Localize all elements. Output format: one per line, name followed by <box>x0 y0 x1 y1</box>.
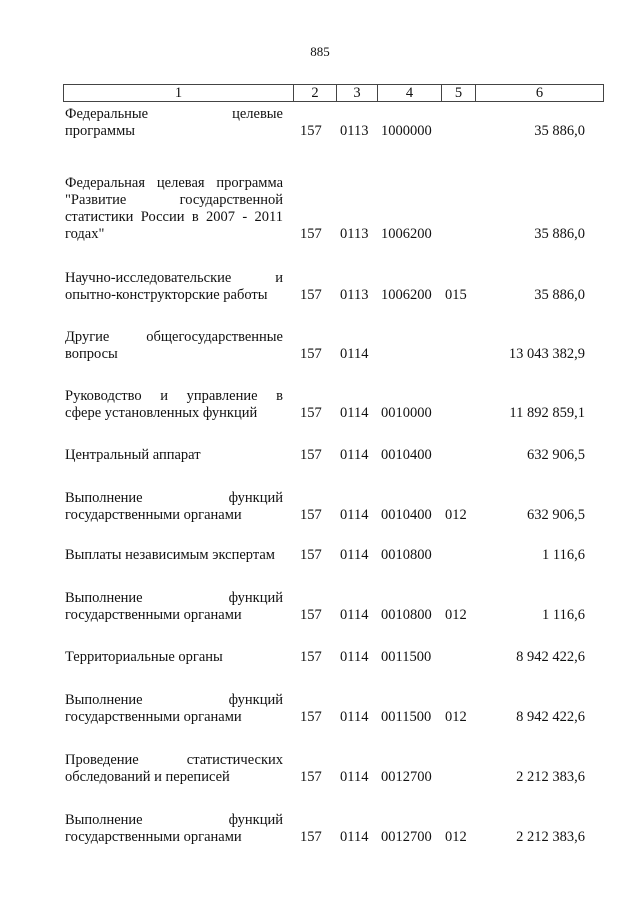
row-description <box>65 547 283 564</box>
cell-c2: 157 <box>300 547 322 563</box>
cell-c6: 632 906,5 <box>527 507 585 523</box>
cell-c3: 0114 <box>340 547 369 563</box>
description-line: Центральный аппарат <box>65 447 201 463</box>
description-line: государственными органами <box>65 607 242 623</box>
cell-c6: 2 212 383,6 <box>516 829 585 845</box>
description-line: Выполнение функций <box>65 490 283 506</box>
header-col-6: 6 <box>476 85 604 102</box>
cell-c4: 1006200 <box>381 287 432 303</box>
cell-c3: 0114 <box>340 346 369 362</box>
page-number: 885 <box>310 44 330 59</box>
cell-c6: 8 942 422,6 <box>516 709 585 725</box>
description-line: опытно-конструкторские работы <box>65 287 268 303</box>
cell-c6: 35 886,0 <box>534 123 585 139</box>
table-row <box>0 649 640 666</box>
header-col-2: 2 <box>294 85 337 102</box>
cell-c6: 1 116,6 <box>542 547 585 563</box>
cell-c2: 157 <box>300 287 322 303</box>
cell-c2: 157 <box>300 123 322 139</box>
cell-c4: 0010400 <box>381 507 432 523</box>
table-row <box>0 270 640 304</box>
cell-c4: 0011500 <box>381 649 432 665</box>
cell-c6: 8 942 422,6 <box>516 649 585 665</box>
cell-c6: 13 043 382,9 <box>508 346 585 362</box>
row-description <box>65 590 283 624</box>
description-line: Территориальные органы <box>65 649 223 665</box>
description-line: Научно-исследовательские и <box>65 270 283 286</box>
table-row <box>0 388 640 422</box>
table-row <box>0 812 640 846</box>
cell-c4: 0010000 <box>381 405 432 421</box>
cell-c5: 012 <box>445 829 467 845</box>
description-line: Федеральная целевая программа <box>65 175 283 191</box>
cell-c2: 157 <box>300 709 322 725</box>
description-line: государственными органами <box>65 507 242 523</box>
description-line: статистики России в 2007 - 2011 <box>65 209 283 225</box>
row-description <box>65 270 283 304</box>
cell-c5: 015 <box>445 287 467 303</box>
cell-c6: 2 212 383,6 <box>516 769 585 785</box>
row-description <box>65 812 283 846</box>
cell-c3: 0114 <box>340 607 369 623</box>
row-description <box>65 752 283 786</box>
cell-c3: 0113 <box>340 287 369 303</box>
cell-c3: 0114 <box>340 507 369 523</box>
table-row <box>0 692 640 726</box>
cell-c4: 1000000 <box>381 123 432 139</box>
cell-c2: 157 <box>300 447 322 463</box>
cell-c2: 157 <box>300 507 322 523</box>
header-col-3: 3 <box>337 85 378 102</box>
cell-c3: 0114 <box>340 709 369 725</box>
description-line: Выполнение функций <box>65 692 283 708</box>
cell-c2: 157 <box>300 226 322 242</box>
cell-c3: 0114 <box>340 829 369 845</box>
table-row <box>0 490 640 524</box>
row-description <box>65 175 283 243</box>
cell-c3: 0113 <box>340 226 369 242</box>
description-line: Другие общегосударственные <box>65 329 283 345</box>
row-description <box>65 490 283 524</box>
description-line: Выполнение функций <box>65 590 283 606</box>
description-line: Выплаты независимым экспертам <box>65 547 275 563</box>
cell-c6: 35 886,0 <box>534 287 585 303</box>
description-line: обследований и переписей <box>65 769 230 785</box>
cell-c6: 632 906,5 <box>527 447 585 463</box>
description-line: Проведение статистических <box>65 752 283 768</box>
cell-c4: 0010800 <box>381 607 432 623</box>
row-description <box>65 447 283 464</box>
cell-c2: 157 <box>300 346 322 362</box>
cell-c2: 157 <box>300 607 322 623</box>
header-col-4: 4 <box>378 85 442 102</box>
cell-c6: 35 886,0 <box>534 226 585 242</box>
cell-c4: 0011500 <box>381 709 432 725</box>
table-row <box>0 175 640 243</box>
cell-c4: 0010400 <box>381 447 432 463</box>
description-line: государственными органами <box>65 829 242 845</box>
cell-c4: 0012700 <box>381 769 432 785</box>
description-line: государственными органами <box>65 709 242 725</box>
table-row <box>0 590 640 624</box>
cell-c3: 0114 <box>340 447 369 463</box>
cell-c2: 157 <box>300 829 322 845</box>
description-line: программы <box>65 123 135 139</box>
cell-c4: 0012700 <box>381 829 432 845</box>
cell-c4: 0010800 <box>381 547 432 563</box>
row-description <box>65 692 283 726</box>
description-line: Федеральные целевые <box>65 106 283 122</box>
cell-c6: 1 116,6 <box>542 607 585 623</box>
row-description <box>65 388 283 422</box>
table-row <box>0 752 640 786</box>
cell-c3: 0113 <box>340 123 369 139</box>
cell-c5: 012 <box>445 507 467 523</box>
cell-c5: 012 <box>445 607 467 623</box>
cell-c5: 012 <box>445 709 467 725</box>
description-line: годах" <box>65 226 105 242</box>
row-description <box>65 106 283 140</box>
description-line: Выполнение функций <box>65 812 283 828</box>
description-line: "Развитие государственной <box>65 192 283 208</box>
cell-c2: 157 <box>300 405 322 421</box>
header-col-1: 1 <box>64 85 294 102</box>
description-line: сфере установленных функций <box>65 405 258 421</box>
description-line: Руководство и управление в <box>65 388 283 404</box>
cell-c3: 0114 <box>340 769 369 785</box>
table-row <box>0 547 640 564</box>
header-col-5: 5 <box>442 85 476 102</box>
cell-c3: 0114 <box>340 405 369 421</box>
cell-c2: 157 <box>300 769 322 785</box>
table-row <box>0 106 640 140</box>
description-line: вопросы <box>65 346 118 362</box>
row-description <box>65 329 283 363</box>
table-row <box>0 329 640 363</box>
table-row <box>0 447 640 464</box>
cell-c6: 11 892 859,1 <box>509 405 585 421</box>
column-header-table <box>63 84 604 102</box>
cell-c2: 157 <box>300 649 322 665</box>
cell-c4: 1006200 <box>381 226 432 242</box>
cell-c3: 0114 <box>340 649 369 665</box>
row-description <box>65 649 283 666</box>
